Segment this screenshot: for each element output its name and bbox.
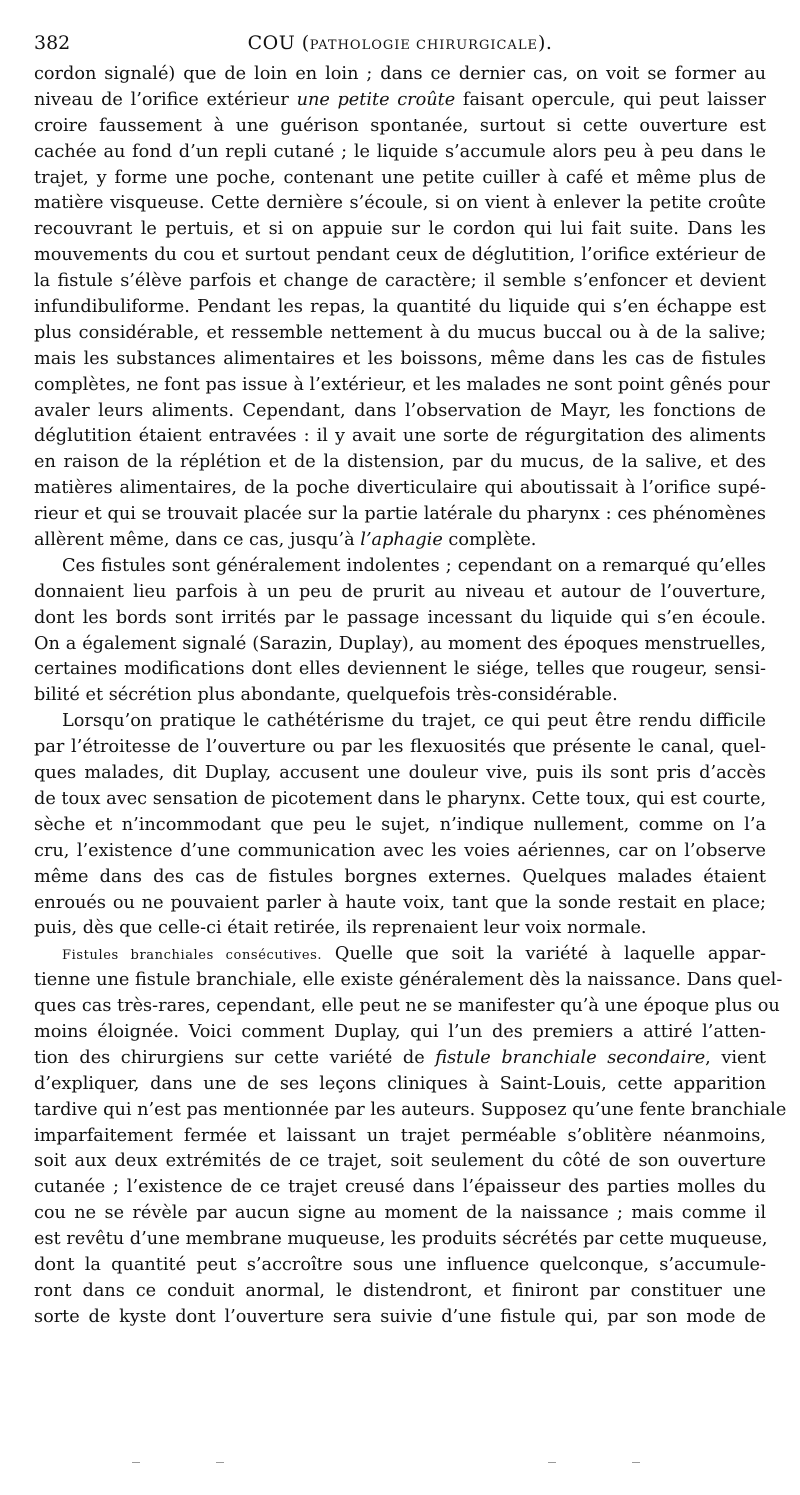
text-line: ront dans ce conduit anormal, le distendront, et finiront par constituer une xyxy=(34,1280,766,1301)
text-segment: allèrent même, dans ce cas, jusqu’à xyxy=(34,530,361,551)
text-segment: faisant opercule, qui peut laisser xyxy=(455,89,767,110)
text-segment: niveau de l’orifice extérieur xyxy=(34,89,297,110)
running-title-sub: PATHOLOGIE CHIRURGICALE xyxy=(309,38,538,53)
text-line: même dans des cas de fistules borgnes externes. Quelques malades étaient xyxy=(34,866,766,887)
text-line: infundibuliforme. Pendant les repas, la quantité du liquide qui s’en échappe est xyxy=(34,297,766,318)
text-line: tardive qui n’est pas mentionnée par les auteurs. Supposez qu’une fente branchiale xyxy=(34,1099,787,1120)
scan-mark xyxy=(632,1462,640,1463)
text-line: d’expliquer, dans une de ses leçons cliniques à Saint-Louis, cette apparition xyxy=(34,1073,766,1094)
text-line xyxy=(34,1046,766,1072)
text-line: imparfaitement fermée et laissant un trajet perméable s’oblitère néanmoins, xyxy=(34,1125,766,1146)
text-line: recouvrant le pertuis, et si on appuie sur le cordon qui lui fait suite. Dans les xyxy=(34,219,766,240)
emphasis-text: fistule branchiale secondaire xyxy=(435,1047,706,1068)
text-line xyxy=(34,942,766,968)
scan-mark xyxy=(216,1462,224,1463)
text-line: On a également signalé (Sarazin, Duplay), au moment des époques menstruelles, xyxy=(34,633,766,654)
running-title-main: COU xyxy=(247,32,296,54)
bottom-scan-marks xyxy=(0,1462,800,1472)
text-line: par l’étroitesse de l’ouverture ou par les flexuosités que présente le canal, quel- xyxy=(34,737,766,758)
text-line: mouvements du cou et surtout pendant ceux de déglutition, l’orifice extérieur de xyxy=(34,245,766,266)
text-line: complètes, ne font pas issue à l’extérieur, et les malades ne sont point gênés pour xyxy=(34,374,770,395)
text-line: donnaient lieu parfois à un peu de prurit au niveau et autour de l’ouverture, xyxy=(34,581,766,602)
text-line: croire faussement à une guérison spontanée, surtout si cette ouverture est xyxy=(34,115,766,136)
text-line xyxy=(34,88,766,114)
text-line: cachée au fond d’un repli cutané ; le liquide s’accumule alors peu à peu dans le xyxy=(34,141,766,162)
text-line: Lorsqu’on pratique le cathétérisme du trajet, ce qui peut être rendu difficile xyxy=(62,711,766,732)
text-line xyxy=(34,528,766,554)
text-line: enroués ou ne pouvaient parler à haute voix, tant que la sonde restait en place; xyxy=(34,892,766,913)
text-line: matières alimentaires, de la poche diverticulaire qui aboutissait à l’orifice supé- xyxy=(34,478,766,499)
text-line: dont la quantité peut s’accroître sous une influence quelconque, s’accumule- xyxy=(34,1254,766,1275)
text-line: puis, dès que celle-ci était retirée, ils reprenaient leur voix normale. xyxy=(34,918,647,939)
text-line: cutanée ; l’existence de ce trajet creusé dans l’épaisseur des parties molles du xyxy=(34,1177,766,1198)
text-line: avaler leurs aliments. Cependant, dans l’observation de Mayr, les fonctions de xyxy=(34,400,766,421)
body-text xyxy=(34,62,787,1331)
text-line: trajet, y forme une poche, contenant une petite cuiller à café et même plus de xyxy=(34,167,766,188)
text-line: ques malades, dit Duplay, accusent une douleur vive, puis ils sont pris d’accès xyxy=(34,763,766,784)
text-line: en raison de la réplétion et de la distension, par du mucus, de la salive, et des xyxy=(34,452,766,473)
text-line: bilité et sécrétion plus abondante, quelquefois très-considérable. xyxy=(34,685,618,706)
text-line: sèche et n’incommodant que peu le sujet, n’indique nullement, comme on l’a xyxy=(34,814,766,835)
text-line: cru, l’existence d’une communication avec les voies aériennes, car on l’observe xyxy=(34,840,766,861)
running-title-paren-close: ). xyxy=(537,32,553,54)
text-segment: , vient xyxy=(705,1047,766,1068)
running-header xyxy=(34,30,766,60)
text-line: de toux avec sensation de picotement dans le pharynx. Cette toux, qui est courte, xyxy=(34,788,767,809)
page-number: 382 xyxy=(34,32,71,54)
text-line: Ces fistules sont généralement indolentes ; cependant on a remarqué qu’elles xyxy=(62,555,766,576)
text-line: cou ne se révèle par aucun signe au moment de la naissance ; mais comme il xyxy=(34,1203,766,1224)
running-title-paren-open: ( xyxy=(301,32,310,54)
section-heading: Fistules branchiales consécutives. xyxy=(62,948,323,964)
text-line: plus considérable, et ressemble nettement à du mucus buccal ou à de la salive; xyxy=(34,322,766,343)
text-line: tienne une fistule branchiale, elle existe généralement dès la naissance. Dans quel- xyxy=(34,970,783,991)
text-segment: Quelle que soit la variété à laquelle appar- xyxy=(322,944,766,965)
emphasis-text: l’aphagie xyxy=(360,530,443,551)
text-segment: tion des chirurgiens sur cette variété de xyxy=(34,1047,436,1068)
text-line: la fistule s’élève parfois et change de caractère; il semble s’enfoncer et devient xyxy=(34,271,766,292)
text-line: sorte de kyste dont l’ouverture sera suivie d’une fistule qui, par son mode de xyxy=(34,1306,766,1327)
scan-mark xyxy=(132,1462,140,1463)
text-line: matière visqueuse. Cette dernière s’écoule, si on vient à enlever la petite croûte xyxy=(34,193,766,214)
text-line: déglutition étaient entravées : il y avait une sorte de régurgitation des aliments xyxy=(34,426,766,447)
text-line: ques cas très-rares, cependant, elle peut ne se manifester qu’à une époque plus ou xyxy=(34,996,780,1017)
emphasis-text: une petite croûte xyxy=(296,89,456,110)
text-line: certaines modifications dont elles deviennent le siége, telles que rougeur, sensi- xyxy=(34,659,766,680)
text-line: soit aux deux extrémités de ce trajet, soit seulement du côté de son ouverture xyxy=(34,1151,766,1172)
scan-mark xyxy=(548,1462,556,1463)
text-line: cordon signalé) que de loin en loin ; dans ce dernier cas, on voit se former au xyxy=(34,64,766,84)
text-line: rieur et qui se trouvait placée sur la partie latérale du pharynx : ces phénomènes xyxy=(34,504,766,525)
text-line: mais les substances alimentaires et les boissons, même dans les cas de fistules xyxy=(34,348,766,369)
text-line: dont les bords sont irrités par le passage incessant du liquide qui s’en écoule. xyxy=(34,607,766,628)
text-segment: complète. xyxy=(442,530,537,551)
running-title xyxy=(34,30,766,59)
text-line: est revêtu d’une membrane muqueuse, les produits sécrétés par cette muqueuse, xyxy=(34,1229,768,1250)
text-line: moins éloignée. Voici comment Duplay, qui l’un des premiers a attiré l’atten- xyxy=(34,1021,766,1042)
